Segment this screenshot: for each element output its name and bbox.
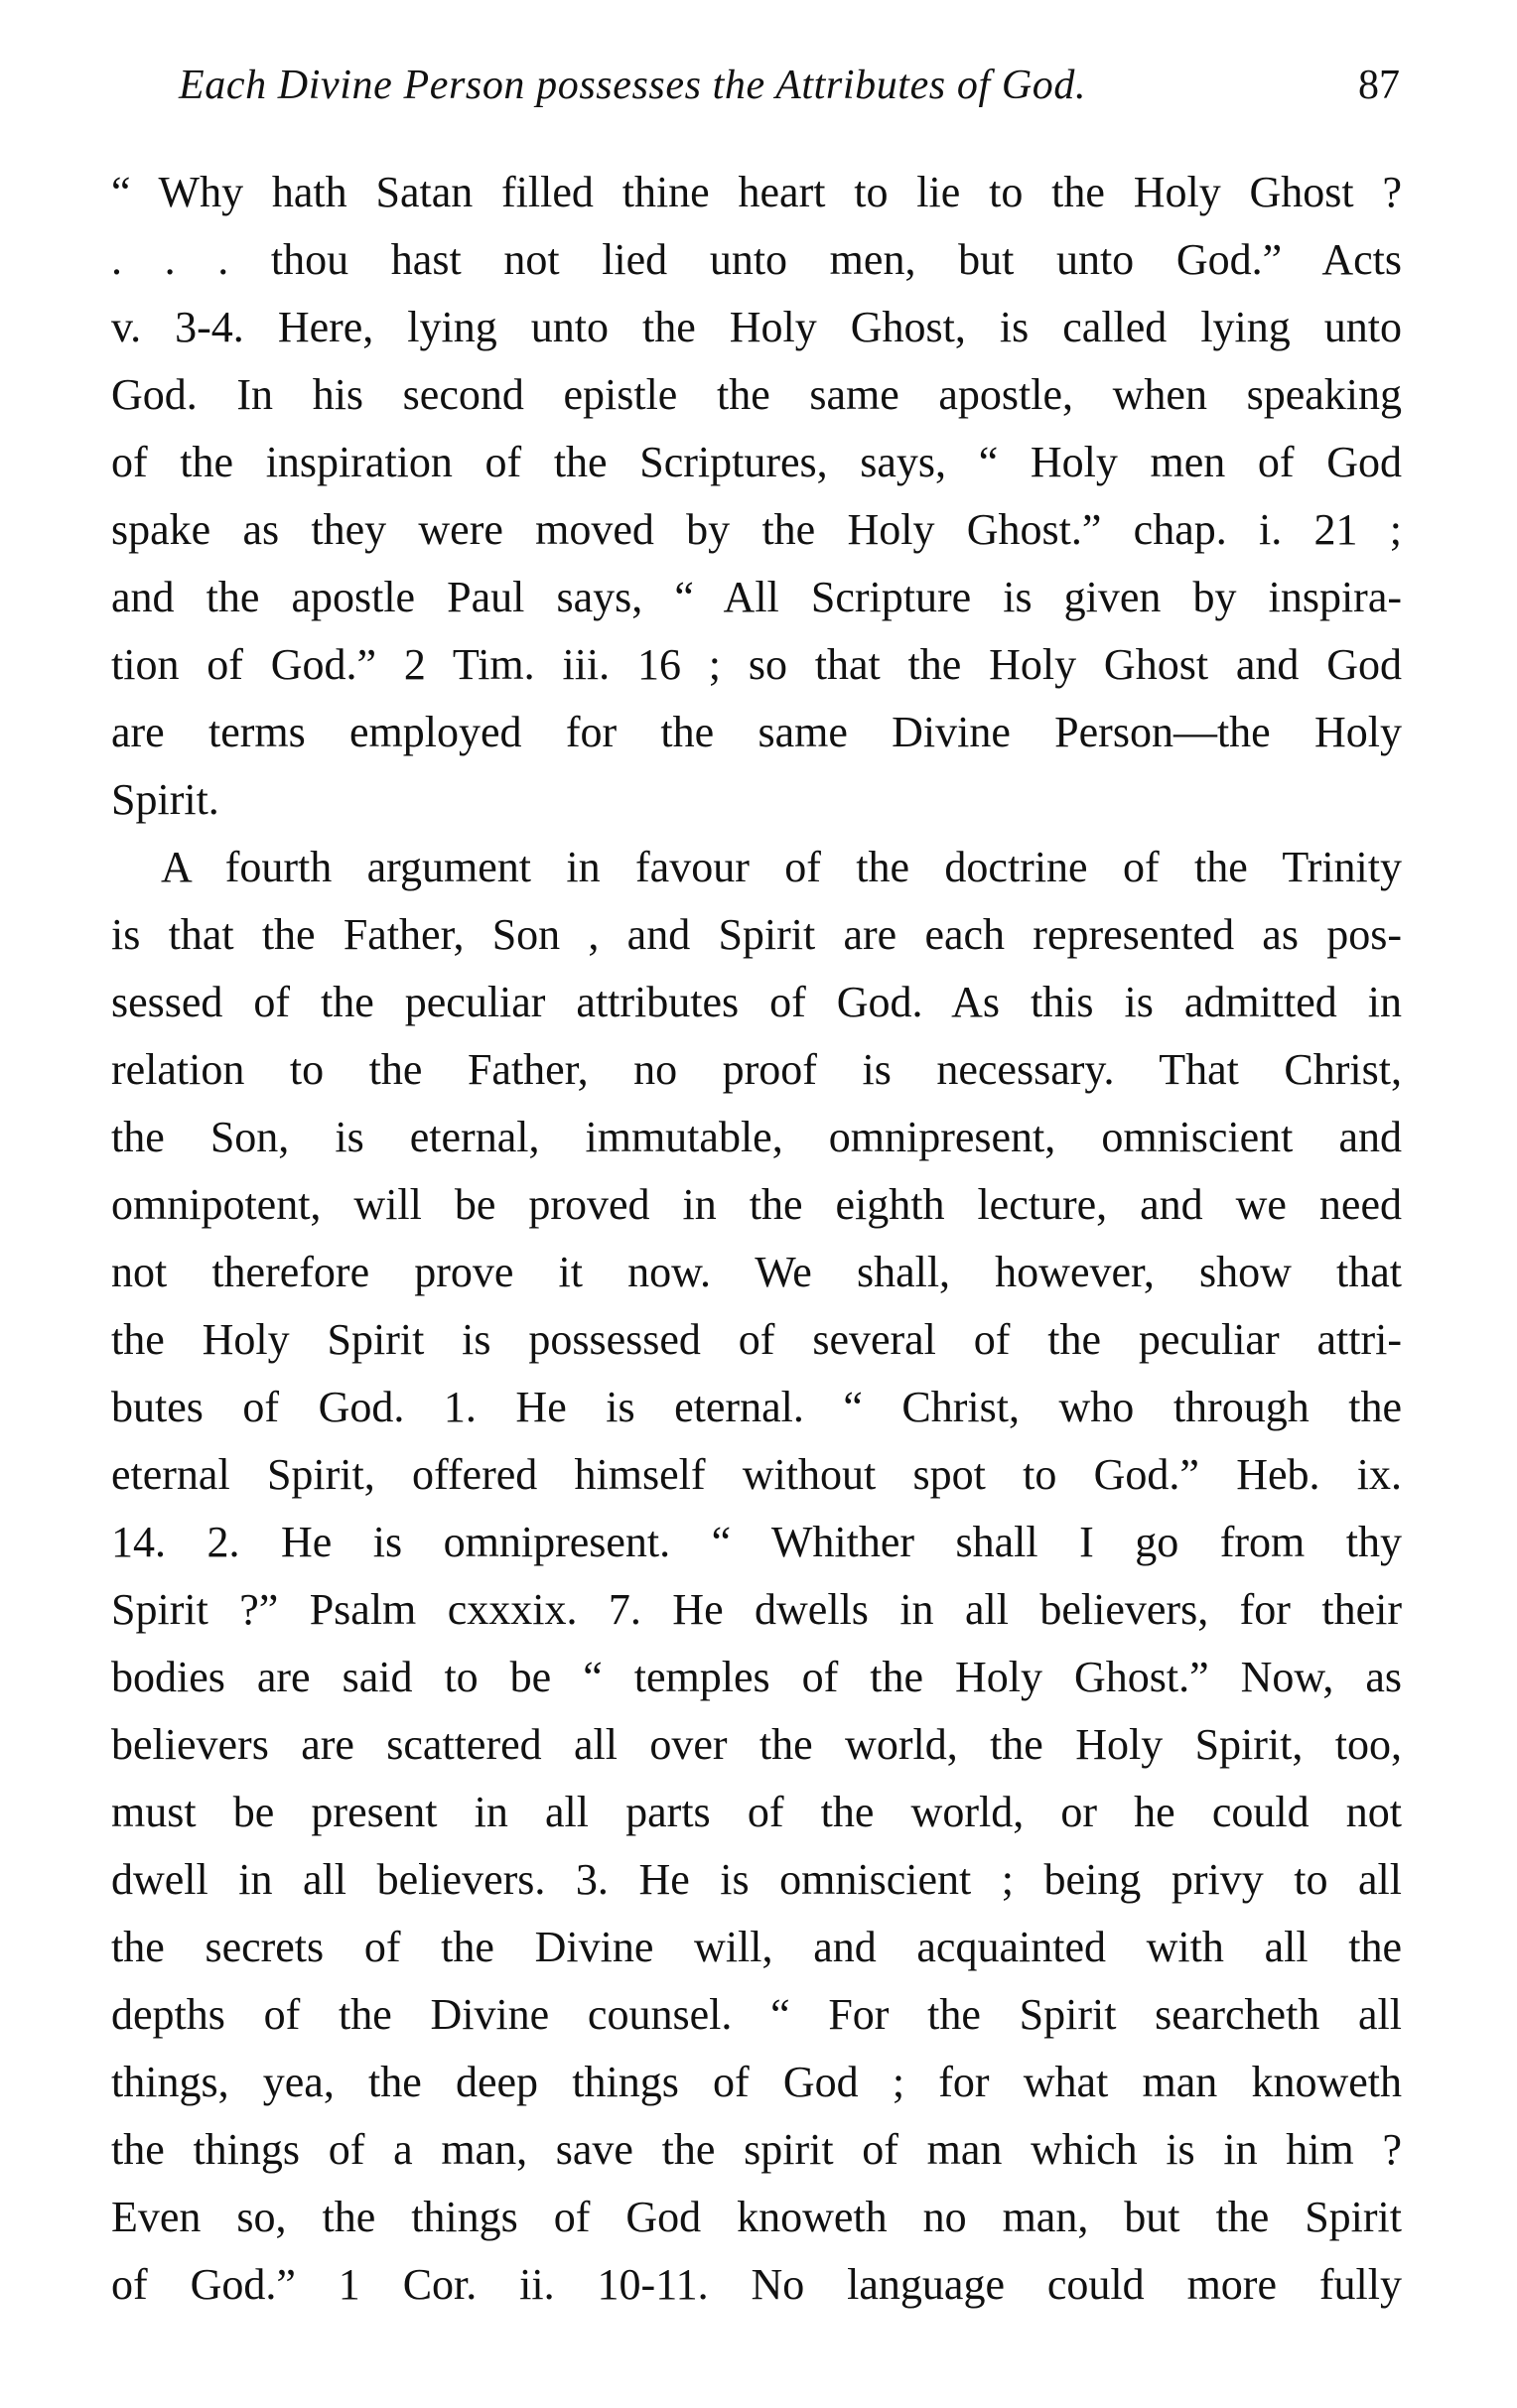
text-line: relation to the Father, no proof is necessary. That Christ, xyxy=(111,1045,1402,1094)
text-line: v. 3-4. Here, lying unto the Holy Ghost, is called lying unto xyxy=(111,303,1402,351)
text-line: must be present in all parts of the world, or he could not xyxy=(111,1788,1402,1836)
text-line: 14. 2. He is omnipresent. “ Whither shall I go from thy xyxy=(111,1518,1402,1566)
text-line: A fourth argument in favour of the doctrine of the Trinity xyxy=(161,843,1402,891)
text-line: are terms employed for the same Divine Person—the Holy xyxy=(111,708,1402,756)
text-line: Spirit. xyxy=(111,775,219,824)
text-line: depths of the Divine counsel. “ For the Spirit searcheth all xyxy=(111,1990,1402,2039)
text-line: and the apostle Paul says, “ All Scripture is given by inspira- xyxy=(111,573,1402,621)
text-line: spake as they were moved by the Holy Ghost.” chap. i. 21 ; xyxy=(111,505,1402,554)
text-line: “ Why hath Satan filled thine heart to lie to the Holy Ghost ? xyxy=(111,168,1402,216)
text-line: the secrets of the Divine will, and acquainted with all the xyxy=(111,1923,1402,1971)
text-line: dwell in all believers. 3. He is omniscient ; being privy to all xyxy=(111,1855,1402,1904)
text-line: of the inspiration of the Scriptures, says, “ Holy men of God xyxy=(111,438,1402,486)
body-text xyxy=(111,159,1402,2319)
text-line: is that the Father, Son , and Spirit are each represented as pos- xyxy=(111,910,1402,959)
text-line: not therefore prove it now. We shall, however, show that xyxy=(111,1248,1402,1296)
text-line: the things of a man, save the spirit of man which is in him ? xyxy=(111,2125,1402,2174)
text-line: tion of God.” 2 Tim. iii. 16 ; so that the Holy Ghost and God xyxy=(111,640,1402,689)
text-line: omnipotent, will be proved in the eighth lecture, and we need xyxy=(111,1180,1402,1229)
text-line: bodies are said to be “ temples of the Holy Ghost.” Now, as xyxy=(111,1653,1402,1701)
text-line: the Holy Spirit is possessed of several of the peculiar attri- xyxy=(111,1315,1402,1364)
text-line: believers are scattered all over the world, the Holy Spirit, too, xyxy=(111,1720,1402,1769)
running-title: Each Divine Person possesses the Attributes of God. xyxy=(179,63,1087,108)
text-line: the Son, is eternal, immutable, omnipresent, omniscient and xyxy=(111,1113,1402,1161)
text-line: of God.” 1 Cor. ii. 10-11. No language could more fully xyxy=(111,2260,1402,2309)
text-line: Spirit ?” Psalm cxxxix. 7. He dwells in all believers, for their xyxy=(111,1585,1402,1634)
text-line: things, yea, the deep things of God ; for what man knoweth xyxy=(111,2058,1402,2106)
page-header xyxy=(179,62,1400,131)
text-line: God. In his second epistle the same apostle, when speaking xyxy=(111,370,1402,419)
text-line: eternal Spirit, offered himself without spot to God.” Heb. ix. xyxy=(111,1450,1402,1499)
text-line: sessed of the peculiar attributes of God. As this is admitted in xyxy=(111,978,1402,1026)
text-line: butes of God. 1. He is eternal. “ Christ, who through the xyxy=(111,1383,1402,1431)
text-line: Even so, the things of God knoweth no man, but the Spirit xyxy=(111,2193,1402,2241)
text-line: . . . thou hast not lied unto men, but unto God.” Acts xyxy=(111,235,1402,284)
page-number: 87 xyxy=(1358,63,1400,108)
